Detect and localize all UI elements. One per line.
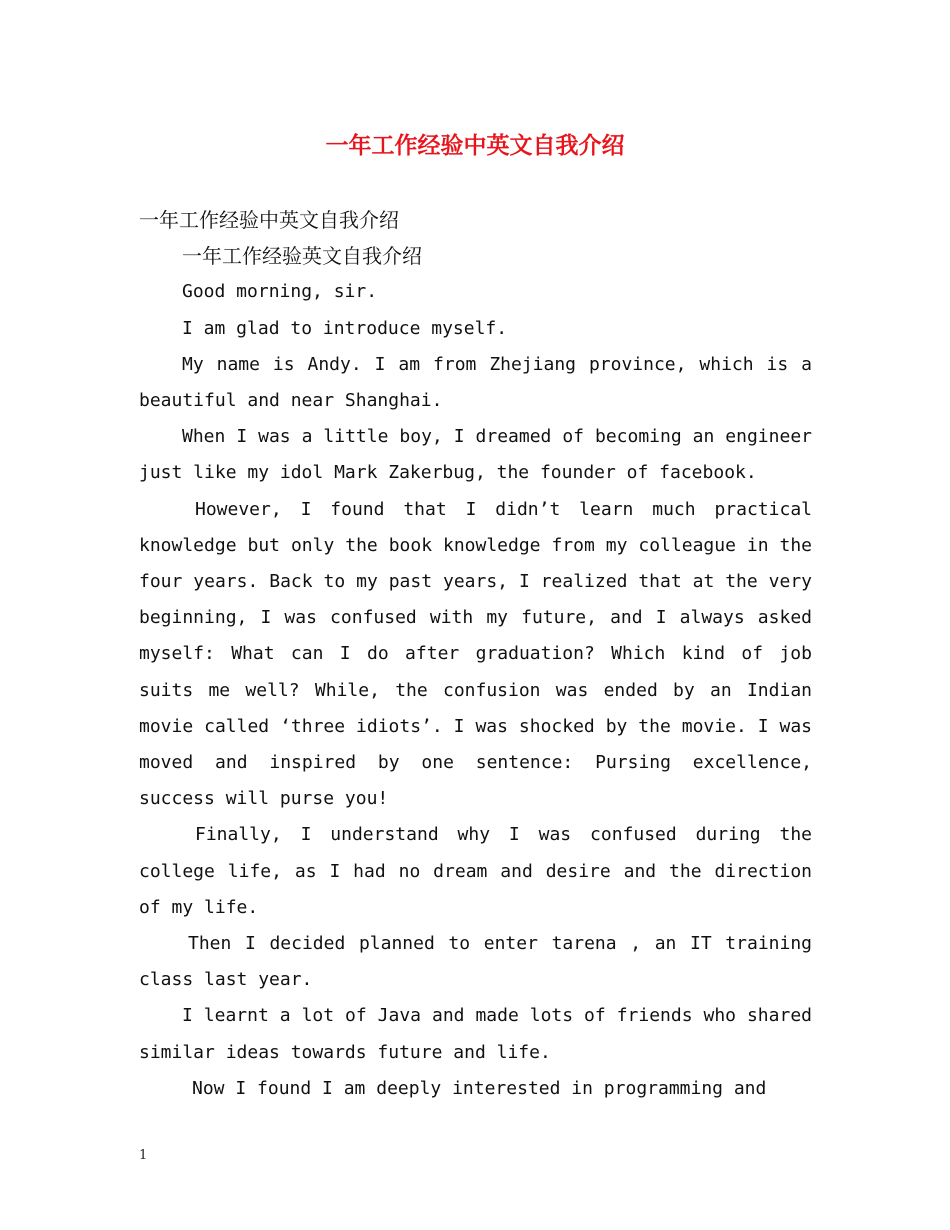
- paragraph: When I was a little boy, I dreamed of becoming an engineer just like my idol Mark Zakerbug, the founder of facebook.: [139, 426, 812, 484]
- paragraph-subheading: 一年工作经验英文自我介绍: [182, 244, 422, 269]
- paragraph: Good morning, sir.: [182, 281, 378, 303]
- paragraph-heading: 一年工作经验中英文自我介绍: [139, 208, 399, 232]
- document-body: [139, 202, 812, 1107]
- paragraph: Then I decided planned to enter tarena , an IT training class last year.: [139, 933, 812, 991]
- paragraph: Now I found I am deeply interested in programming and: [192, 1077, 767, 1099]
- paragraph: However, I found that I didn’t learn much practical knowledge but only the book knowledge from my colleague in the four years. Back to my past years, I realized that at the very beginning, I was confused with my future, and I always asked myself: What can I do after graduation? Which kind of job suits me well? While, the confusion was ended by an Indian movie called ‘three idiots’. I was shocked by the movie. I was moved and inspired by one sentence: Pursing excellence, success will purse you!: [139, 498, 812, 810]
- paragraph: Finally, I understand why I was confused during the college life, as I had no dream and desire and the direction of my life.: [139, 824, 812, 918]
- paragraph: I learnt a lot of Java and made lots of friends who shared similar ideas towards future and life.: [139, 1005, 812, 1063]
- paragraph: I am glad to introduce myself.: [182, 317, 508, 339]
- document-title: 一年工作经验中英文自我介绍: [325, 132, 625, 159]
- paragraph: My name is Andy. I am from Zhejiang province, which is a beautiful and near Shanghai.: [139, 353, 812, 412]
- page-number: 1: [139, 1148, 148, 1163]
